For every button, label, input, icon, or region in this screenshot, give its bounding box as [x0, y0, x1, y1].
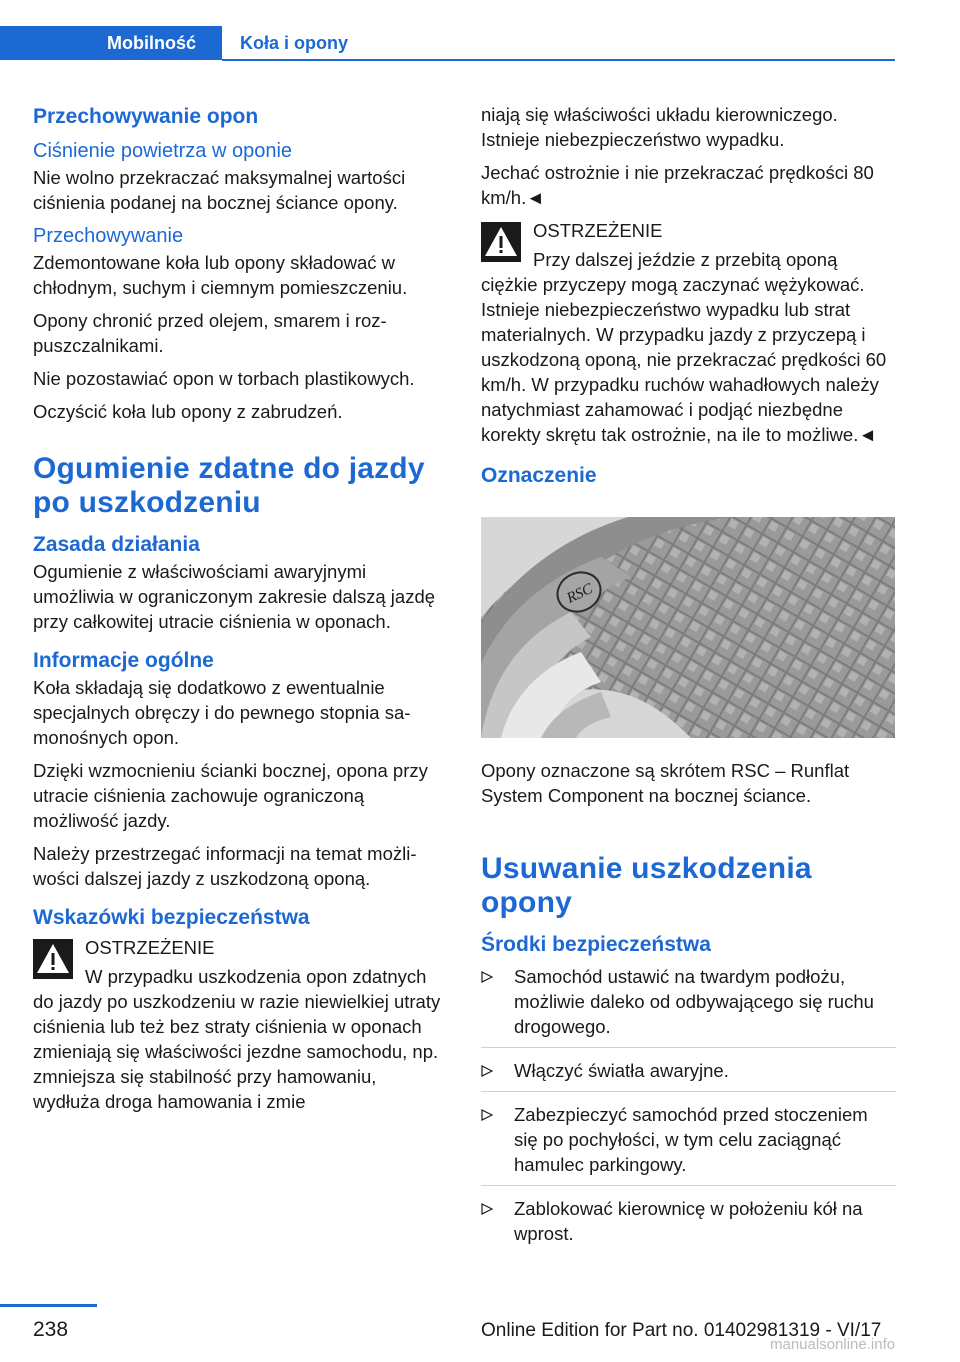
- warning-title: OSTRZEŻENIE: [533, 220, 663, 241]
- paragraph-general-2: Dzięki wzmocnieniu ścianki bocznej, opona przy utracie ciśnienia zachowuje ograniczoną możliwość jazdy.: [33, 760, 428, 831]
- heading-principle: Zasada działania: [33, 533, 200, 556]
- section-tab-mobility: [0, 26, 222, 60]
- paragraph-storing-3: Nie pozostawiać opon w torbach plastikowych.: [33, 368, 415, 389]
- paragraph-general-3: Należy przestrzegać informacji na temat możliwości dalszej jazdy z uszkodzoną oponą.: [33, 843, 417, 889]
- heading-tyre-pressure: Ciśnienie powietrza w oponie: [33, 140, 293, 162]
- divider: [481, 1091, 896, 1092]
- paragraph-principle: Ogumienie z właściwościami awaryjnymi umożliwia w ograniczonym zakresie dalszą jazdę przy całkowitej utracie ciśnienia w oponach.: [33, 561, 436, 632]
- page-header: [0, 26, 895, 60]
- heading-storing: Przechowywanie: [33, 225, 184, 247]
- safety-measures-list: [481, 964, 896, 1246]
- section-tab-label: Mobilność: [107, 33, 196, 53]
- triangle-bullet-icon: [481, 1109, 493, 1121]
- heading-tyre-repair: Usuwanie uszkodzenia opony: [481, 852, 812, 919]
- warning-triangle-icon: [33, 939, 73, 979]
- list-item: [481, 1102, 896, 1177]
- paragraph-storing-1: Zdemontowane koła lub opony składować w chłodnym, suchym i ciemnym pomieszczeniu.: [33, 252, 408, 298]
- paragraph-continued-2: Jechać ostrożnie i nie przekraczać prędkości 80 km/h.◄: [481, 162, 874, 208]
- paragraph-general-1: Koła składają się dodatkowo z ewentualnie specjalnych obręczy i do pewnego stopnia samonośnych opon.: [33, 677, 411, 748]
- warning-title: OSTRZEŻENIE: [85, 937, 215, 958]
- paragraph-tyre-pressure: Nie wolno przekraczać maksymalnej wartości ciśnienia podanej na bocznej ściance opony.: [33, 167, 406, 213]
- heading-safety-measures: Środki bezpieczeństwa: [481, 933, 711, 956]
- divider: [481, 1185, 896, 1186]
- warning-triangle-icon: [481, 222, 521, 262]
- triangle-bullet-icon: [481, 1065, 493, 1077]
- triangle-bullet-icon: [481, 971, 493, 983]
- divider: [481, 1047, 896, 1048]
- watermark: manualsonline.info: [770, 1336, 896, 1353]
- paragraph-continued-1: niają się właściwości układu kierowniczego. Istnieje niebezpieczeństwo wypadku.: [481, 104, 838, 150]
- heading-tyre-storage: Przechowywanie opon: [33, 105, 259, 128]
- right-column: [481, 102, 896, 1254]
- list-item-text: Zabezpieczyć samochód przed stoczeniem się po pochyłości, w tym celu zaciągnąć hamulec parkingowy.: [514, 1104, 868, 1175]
- list-item-text: Samochód ustawić na twardym podłożu, możliwie daleko od odbywającego się ruchu drogowego.: [514, 966, 874, 1037]
- list-item: [481, 964, 896, 1039]
- page-number: 238: [33, 1318, 69, 1341]
- header-rule: [222, 59, 895, 61]
- paragraph-marking: Opony oznaczone są skrótem RSC – Runflat System Component na bocznej ściance.: [481, 760, 850, 806]
- left-column: [33, 98, 448, 1122]
- warning-box-trailer: [481, 218, 896, 447]
- heading-general-info: Informacje ogólne: [33, 649, 214, 672]
- runflat-tyre-illustration: [481, 517, 895, 738]
- triangle-bullet-icon: [481, 1203, 493, 1215]
- rsc-logo-text: RSC: [564, 580, 596, 607]
- list-item-text: Zablokować kierownicę w położeniu kół na wprost.: [514, 1198, 863, 1244]
- paragraph-storing-4: Oczyścić koła lub opony z zabrudzeń.: [33, 401, 343, 422]
- list-item-text: Włączyć światła awaryjne.: [514, 1060, 729, 1081]
- list-item: [481, 1058, 896, 1083]
- list-item: [481, 1196, 896, 1246]
- heading-runflat-tyres: Ogumienie zdatne do jazdy po uszkodzeniu: [33, 452, 425, 519]
- warning-text: Przy dalszej jeździe z przebitą oponą ciężkie przyczepy mogą zaczynać wężykować. Istnieje niebezpieczeństwo wypadku lub strat materialnych. W przypadku jazdy z przyczepą i uszkodzoną oponą, nie przekraczać prędkości 60 km/h. W przypadku ruchów wahadłowych należy natychmiast zahamować i podjąć niezbędne korekty skrętu tak ostrożnie, na ile to możliwe.◄: [481, 249, 887, 445]
- paragraph-storing-2: Opony chronić przed olejem, smarem i rozpuszczalnikami.: [33, 310, 387, 356]
- warning-text: W przypadku uszkodzenia opon zdatnych do jazdy po uszkodzeniu w razie niewielkiej utraty ciśnienia lub też bez straty ciśnienia w oponach zmieniają się właściwości jezdne samochodu, np. zmniejsza się stabilność przy hamowaniu, wydłuża droga hamowania i zmie: [33, 966, 441, 1112]
- heading-marking: Oznaczenie: [481, 464, 597, 487]
- page-number-bar: [0, 1304, 97, 1307]
- heading-safety-notes: Wskazówki bezpieczeństwa: [33, 906, 310, 929]
- warning-box: [33, 935, 448, 1114]
- edition-footer: Online Edition for Part no. 01402981319 - VI/17: [481, 1320, 882, 1341]
- chapter-tab-label: Koła i opony: [240, 33, 348, 53]
